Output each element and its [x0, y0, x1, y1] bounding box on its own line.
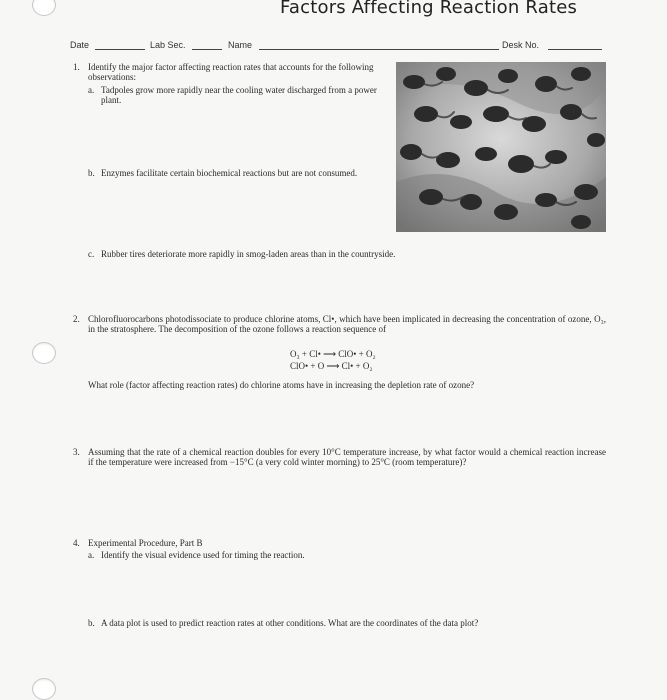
- q2-question: What role (factor affecting reaction rates) do chlorine atoms have in increasing the depletion rate of ozone?: [88, 380, 475, 390]
- q4b-label: b.: [88, 618, 95, 628]
- name-field[interactable]: [259, 41, 499, 50]
- q2-equation-2: ClO• + O ⟶ Cl• + O₂: [290, 361, 373, 371]
- q2-text: Chlorofluorocarbons photodissociate to produce chlorine atoms, Cl•, which have been implicated in decreasing the concentration of ozone, O₃, in the stratosphere. The decomposition of the ozone follows a reaction sequence of: [88, 314, 606, 334]
- q4a-text: Identify the visual evidence used for timing the reaction.: [101, 550, 305, 560]
- page-title: Factors Affecting Reaction Rates: [280, 0, 578, 18]
- q1-number: 1.: [73, 62, 80, 72]
- q2-number: 2.: [73, 314, 80, 324]
- q4-number: 4.: [73, 538, 80, 548]
- desk-label: Desk No.: [502, 40, 540, 50]
- q1b-label: b.: [88, 168, 95, 178]
- q1c-text: Rubber tires deteriorate more rapidly in smog-laden areas than in the countryside.: [101, 249, 396, 259]
- q4a-label: a.: [88, 550, 95, 560]
- lab-sec-label: Lab Sec.: [150, 40, 186, 50]
- binder-hole-middle: [32, 342, 56, 364]
- q1a-label: a.: [88, 85, 95, 95]
- q2-equation-1: O₃ + Cl• ⟶ ClO• + O₂: [290, 349, 376, 359]
- date-label: Date: [70, 40, 90, 50]
- q1b-text: Enzymes facilitate certain biochemical reactions but are not consumed.: [101, 168, 358, 178]
- binder-hole-top: [32, 0, 56, 16]
- name-label: Name: [228, 40, 253, 50]
- date-field[interactable]: [95, 41, 145, 50]
- tadpoles-photo: [396, 62, 606, 232]
- binder-hole-bottom: [32, 678, 56, 700]
- q1c-label: c.: [88, 249, 95, 259]
- q3-text: Assuming that the rate of a chemical reaction doubles for every 10°C temperature increase, by what factor would a chemical reaction increase if the temperature were increased from −15°C (a very cold winter morning) to 25°C (room temperature)?: [88, 447, 606, 467]
- q4-title: Experimental Procedure, Part B: [88, 538, 203, 548]
- q4b-text: A data plot is used to predict reaction rates at other conditions. What are the coordinates of the data plot?: [101, 618, 479, 628]
- desk-field[interactable]: [548, 41, 602, 50]
- q1-text: Identify the major factor affecting reaction rates that accounts for the following observations:: [88, 62, 374, 82]
- lab-sec-field[interactable]: [192, 41, 222, 50]
- q3-number: 3.: [73, 447, 80, 457]
- q1a-text: Tadpoles grow more rapidly near the cooling water discharged from a power plant.: [101, 85, 377, 105]
